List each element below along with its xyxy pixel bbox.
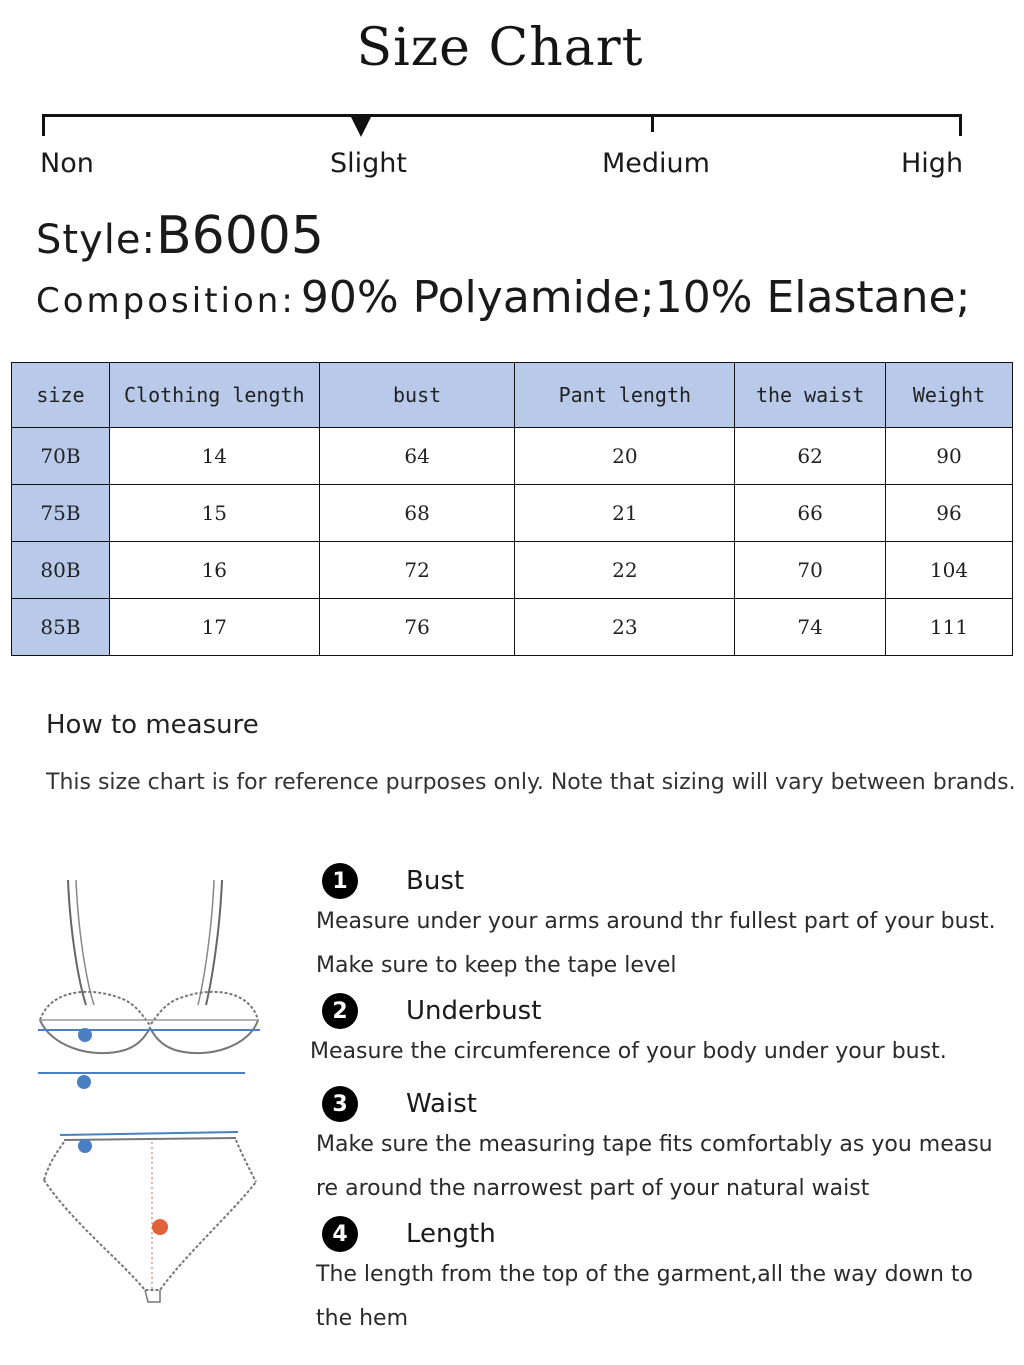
table-cell: 96 bbox=[886, 485, 1013, 542]
measure-item-waist bbox=[316, 1086, 1016, 1210]
column-header: size bbox=[12, 363, 110, 428]
scale-label-slight: Slight bbox=[330, 148, 407, 179]
table-row bbox=[12, 542, 1013, 599]
table-cell: 22 bbox=[515, 542, 735, 599]
measure-name: Length bbox=[406, 1219, 496, 1249]
table-cell: 85B bbox=[12, 599, 110, 656]
composition-line bbox=[36, 272, 970, 323]
measure-description: Make sure to keep the tape level bbox=[316, 953, 677, 978]
column-header: Clothing length bbox=[109, 363, 319, 428]
table-cell: 104 bbox=[886, 542, 1013, 599]
table-header-row bbox=[12, 363, 1013, 428]
style-label: Style: bbox=[36, 217, 156, 263]
size-table bbox=[11, 362, 1013, 656]
table-row bbox=[12, 428, 1013, 485]
scale-label-medium: Medium bbox=[602, 148, 710, 179]
table-cell: 14 bbox=[109, 428, 319, 485]
table-cell: 72 bbox=[319, 542, 515, 599]
measure-description: re around the narrowest part of your natural waist bbox=[316, 1176, 870, 1201]
number-badge-icon: 3 bbox=[322, 1086, 358, 1122]
table-cell: 76 bbox=[319, 599, 515, 656]
table-cell: 64 bbox=[319, 428, 515, 485]
table-cell: 111 bbox=[886, 599, 1013, 656]
table-row bbox=[12, 599, 1013, 656]
measure-description: the hem bbox=[316, 1306, 409, 1331]
composition-label: Composition: bbox=[36, 281, 296, 321]
measure-name: Underbust bbox=[406, 996, 542, 1026]
table-cell: 70B bbox=[12, 428, 110, 485]
lingerie-diagram-illustration bbox=[30, 870, 270, 1320]
table-cell: 68 bbox=[319, 485, 515, 542]
table-cell: 74 bbox=[735, 599, 886, 656]
table-cell: 17 bbox=[109, 599, 319, 656]
column-header: bust bbox=[319, 363, 515, 428]
scale-pointer-icon bbox=[350, 115, 372, 137]
composition-value: 90% Polyamide;10% Elastane; bbox=[300, 272, 971, 323]
table-cell: 16 bbox=[109, 542, 319, 599]
table-cell: 66 bbox=[735, 485, 886, 542]
table-cell: 23 bbox=[515, 599, 735, 656]
table-cell: 80B bbox=[12, 542, 110, 599]
stretch-scale bbox=[40, 112, 964, 192]
measure-item-bust bbox=[316, 863, 1016, 987]
table-cell: 15 bbox=[109, 485, 319, 542]
style-line bbox=[36, 206, 324, 266]
reference-note: This size chart is for reference purposes only. Note that sizing will vary between brands. bbox=[46, 770, 1016, 795]
column-header: the waist bbox=[735, 363, 886, 428]
scale-tick bbox=[651, 114, 654, 132]
column-header: Weight bbox=[886, 363, 1013, 428]
scale-label-non: Non bbox=[40, 148, 94, 179]
style-value: B6005 bbox=[155, 206, 324, 266]
table-cell: 62 bbox=[735, 428, 886, 485]
measure-item-length bbox=[316, 1216, 1016, 1340]
measure-description: Make sure the measuring tape fits comfortably as you measu bbox=[316, 1132, 993, 1157]
page-title: Size Chart bbox=[356, 18, 644, 78]
how-to-measure-title: How to measure bbox=[46, 710, 259, 740]
number-badge-icon: 4 bbox=[322, 1216, 358, 1252]
scale-tick bbox=[42, 114, 45, 136]
scale-label-high: High bbox=[901, 148, 964, 179]
scale-tick bbox=[959, 114, 962, 136]
table-row bbox=[12, 485, 1013, 542]
measure-name: Bust bbox=[406, 866, 465, 896]
measure-description: Measure the circumference of your body under your bust. bbox=[310, 1039, 947, 1064]
number-badge-icon: 2 bbox=[322, 993, 358, 1029]
table-cell: 70 bbox=[735, 542, 886, 599]
measure-item-underbust bbox=[310, 993, 1016, 1073]
measure-name: Waist bbox=[406, 1089, 477, 1119]
measure-description: The length from the top of the garment,all the way down to bbox=[316, 1262, 974, 1287]
column-header: Pant length bbox=[515, 363, 735, 428]
table-cell: 75B bbox=[12, 485, 110, 542]
table-cell: 21 bbox=[515, 485, 735, 542]
measure-description: Measure under your arms around thr fullest part of your bust. bbox=[316, 909, 996, 934]
scale-line bbox=[42, 114, 962, 117]
number-badge-icon: 1 bbox=[322, 863, 358, 899]
table-cell: 90 bbox=[886, 428, 1013, 485]
table-cell: 20 bbox=[515, 428, 735, 485]
